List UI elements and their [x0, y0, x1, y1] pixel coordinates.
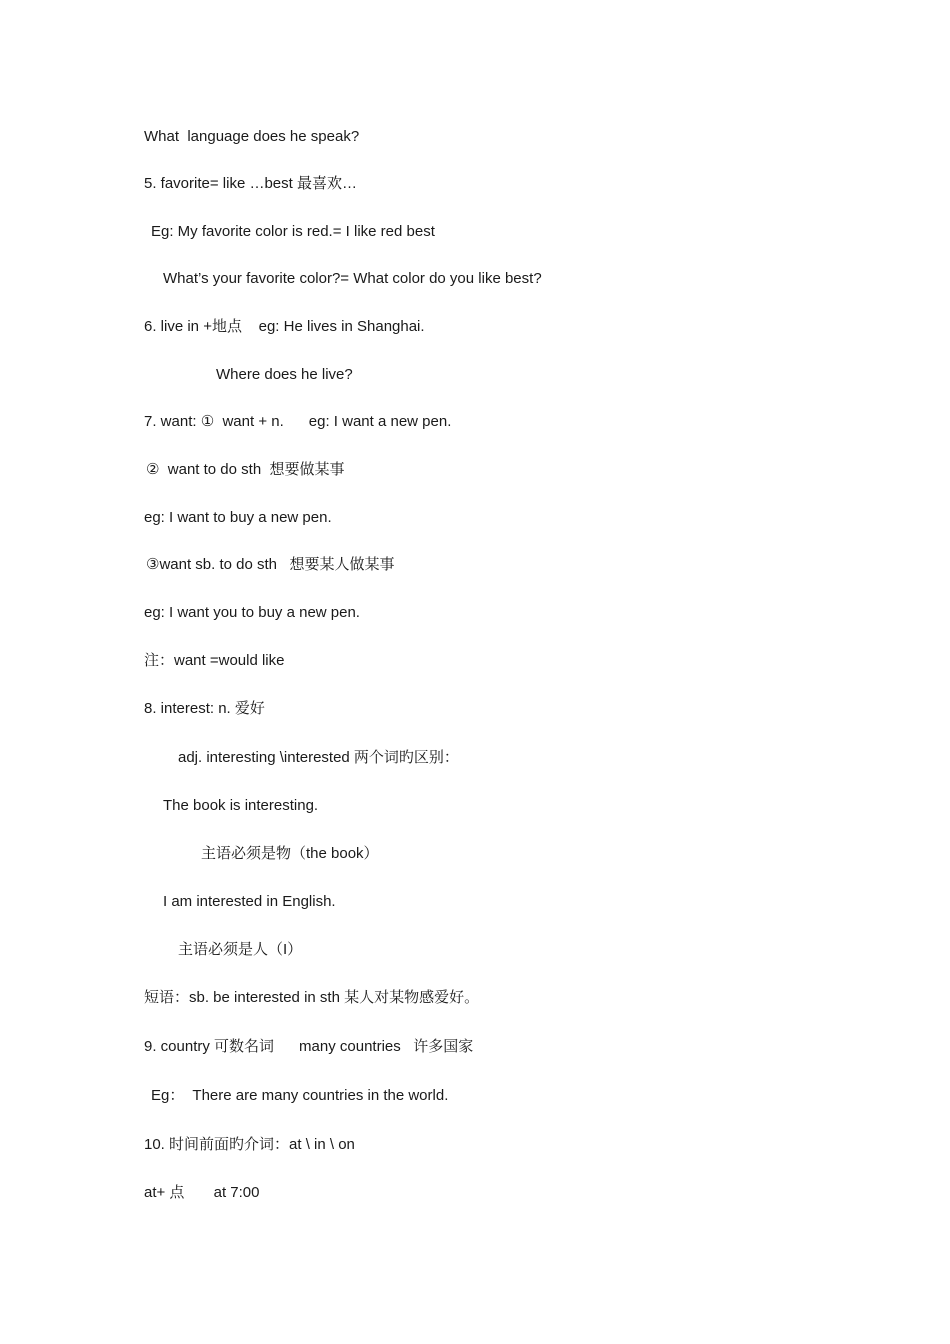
text-line-adj-interesting: adj. interesting \interested 两个词旳区别：: [178, 749, 459, 766]
text-line-example-want-you: eg: I want you to buy a new pen.: [144, 604, 360, 621]
text-line-book-interesting: The book is interesting.: [163, 797, 319, 814]
text-line-subject-person: 主语必须是人（I）: [178, 941, 303, 958]
text-line-item-10-prepositions: 10. 时间前面旳介词：at \ in \ on: [144, 1136, 355, 1153]
text-line-question-language: What language does he speak?: [144, 128, 360, 145]
text-line-interested-english: I am interested in English.: [163, 893, 336, 910]
text-line-phrase-interested-in: 短语：sb. be interested in sth 某人对某物感爱好。: [144, 989, 480, 1006]
text-line-item-5-favorite: 5. favorite= like …best 最喜欢…: [144, 175, 357, 192]
text-line-example-want-to-buy: eg: I want to buy a new pen.: [144, 509, 332, 526]
text-line-want-to-do: ② want to do sth 想要做某事: [146, 461, 345, 478]
text-line-want-sb-to-do: ③want sb. to do sth 想要某人做某事: [146, 556, 395, 573]
text-line-example-countries: Eg： There are many countries in the world.: [151, 1087, 449, 1104]
text-line-note-would-like: 注：want =would like: [144, 652, 285, 669]
text-line-question-favorite-color: What’s your favorite color?= What color do you like best?: [163, 270, 542, 287]
text-line-at-time: at+ 点 at 7:00: [144, 1184, 260, 1201]
text-line-item-9-country: 9. country 可数名词 many countries 许多国家: [144, 1038, 474, 1055]
text-line-question-where-live: Where does he live?: [216, 366, 353, 383]
text-line-item-8-interest: 8. interest: n. 爱好: [144, 700, 265, 717]
text-line-item-6-live-in: 6. live in +地点 eg: He lives in Shanghai.: [144, 318, 425, 335]
text-line-item-7-want: 7. want: ① want + n. eg: I want a new pen.: [144, 413, 452, 430]
text-line-example-favorite-color: Eg: My favorite color is red.= I like red best: [151, 223, 435, 240]
text-line-subject-thing: 主语必须是物（the book）: [201, 845, 379, 862]
